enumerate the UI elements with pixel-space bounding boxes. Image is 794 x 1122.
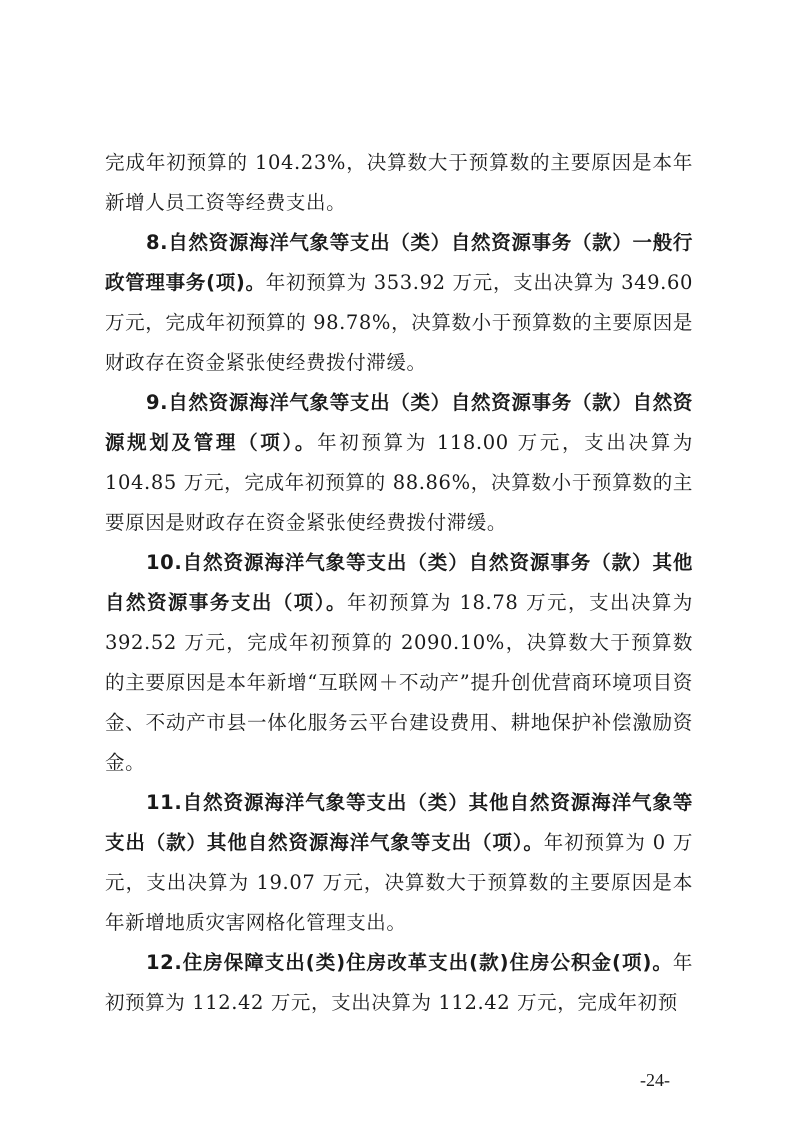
document-page <box>105 143 693 1023</box>
paragraph-5-heading: 11.自然资源海洋气象等支出（类）其他自然资源海洋气象等支出（款）其他自然资源海洋气象等支出（项）。 <box>105 791 693 854</box>
paragraph-2 <box>105 223 693 383</box>
paragraph-6 <box>105 943 693 1023</box>
paragraph-4-body: 年初预算为 18.78 万元，支出决算为 392.52 万元，完成年初预算的 2090.10%，决算数大于预算数的主要原因是本年新增“互联网＋不动产”提升创优营商环境项目资金、不动产市县一体化服务云平台建设费用、耕地保护补偿激励资金。 <box>105 591 693 774</box>
paragraph-3-body: 年初预算为 118.00 万元，支出决算为 104.85 万元，完成年初预算的 88.86%，决算数小于预算数的主要原因是财政存在资金紧张使经费拨付滞缓。 <box>105 431 693 534</box>
paragraph-3-heading: 9.自然资源海洋气象等支出（类）自然资源事务（款）自然资源规划及管理（项）。 <box>105 391 693 454</box>
paragraph-3 <box>105 383 693 543</box>
paragraph-6-heading: 12.住房保障支出(类)住房改革支出(款)住房公积金(项)。 <box>146 951 673 974</box>
page-number: -24- <box>640 1070 670 1090</box>
paragraph-2-heading: 8.自然资源海洋气象等支出（类）自然资源事务（款）一般行政管理事务(项)。 <box>105 231 693 294</box>
paragraph-4-heading: 10.自然资源海洋气象等支出（类）自然资源事务（款）其他自然资源事务支出（项）。 <box>105 551 693 614</box>
paragraph-2-body: 年初预算为 353.92 万元，支出决算为 349.60 万元，完成年初预算的 98.78%，决算数小于预算数的主要原因是财政存在资金紧张使经费拨付滞缓。 <box>105 271 693 374</box>
paragraph-4 <box>105 543 693 783</box>
paragraph-1-body: 完成年初预算的 104.23%，决算数大于预算数的主要原因是本年新增人员工资等经费支出。 <box>105 151 693 214</box>
paragraph-5 <box>105 783 693 943</box>
paragraph-5-body: 年初预算为 0 万元，支出决算为 19.07 万元，决算数大于预算数的主要原因是本年新增地质灾害网格化管理支出。 <box>105 831 693 934</box>
paragraph-6-body: 年初预算为 112.42 万元，支出决算为 112.42 万元，完成年初预 <box>105 951 693 1014</box>
paragraph-1 <box>105 143 693 223</box>
